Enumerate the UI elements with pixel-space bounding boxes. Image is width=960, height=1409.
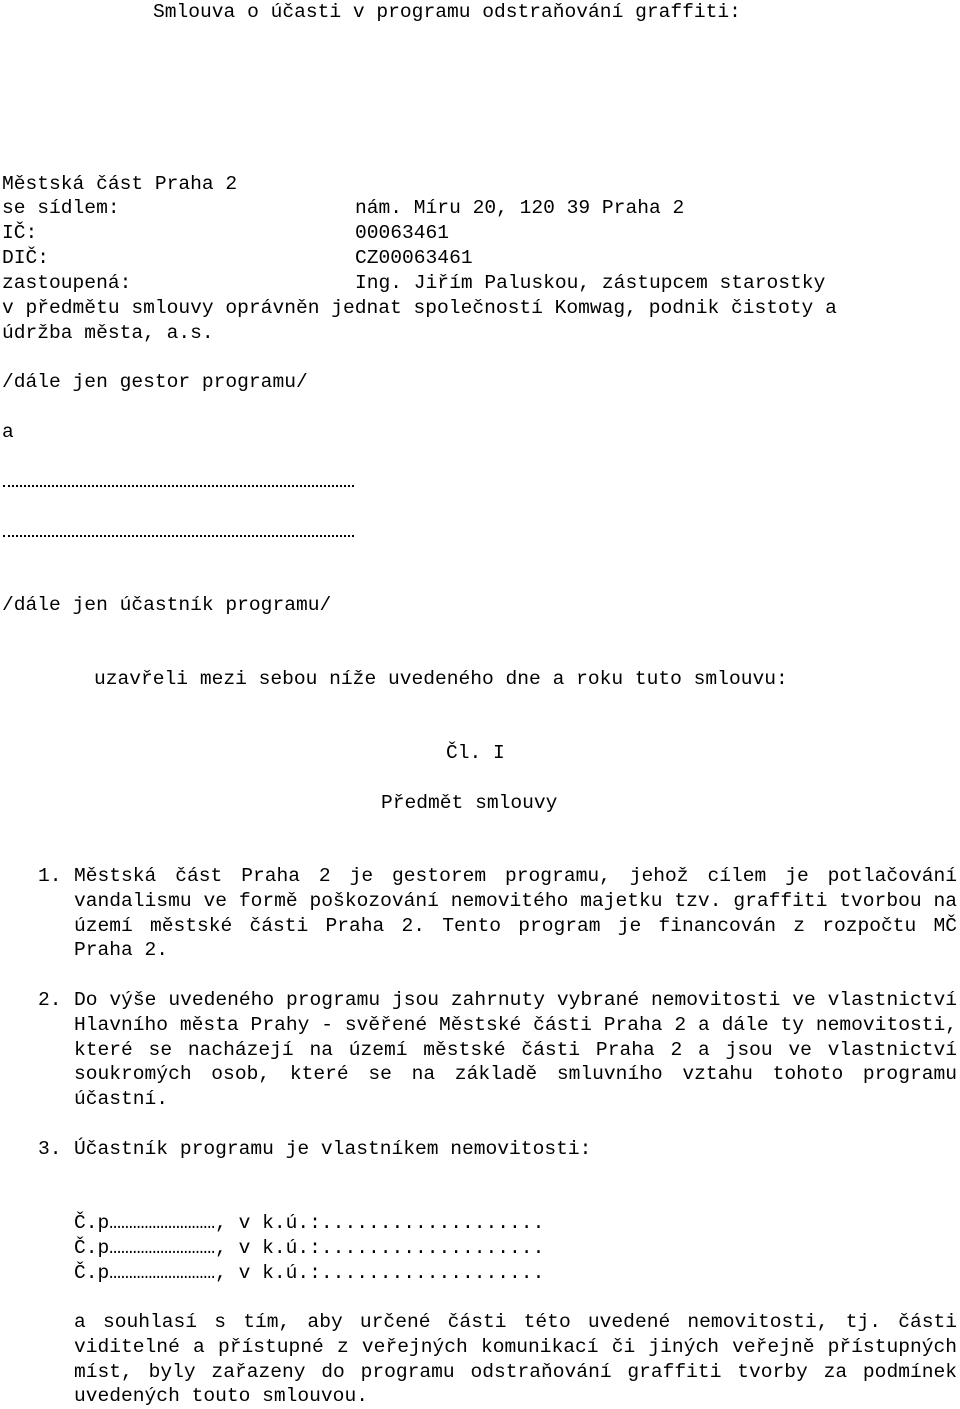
representative-label: zastoupená: <box>2 272 132 294</box>
party2-address-blank <box>3 535 354 537</box>
authorized-line-2: údržba města, a.s. <box>2 322 214 344</box>
article-heading: Předmět smlouvy <box>381 792 558 814</box>
representative-value: Ing. Jiřím Paluskou, zástupcem starostky <box>355 272 826 294</box>
property-line-3: Č.p………………………, v k.ú.:................... <box>74 1262 545 1284</box>
authorized-line-1: v předmětu smlouvy oprávněn jednat společností Komwag, podnik čistoty a <box>2 297 837 319</box>
clause-1-number: 1. <box>38 865 62 887</box>
property-line-2: Č.p………………………, v k.ú.:................... <box>74 1237 545 1259</box>
party2-name-blank <box>3 485 354 487</box>
clause-2-number: 2. <box>38 989 62 1011</box>
seat-value: nám. Míru 20, 120 39 Praha 2 <box>355 197 685 219</box>
article-number: Čl. I <box>446 742 505 764</box>
intro-line: uzavřeli mezi sebou níže uvedeného dne a roku tuto smlouvu: <box>94 668 788 690</box>
document-title: Smlouva o účasti v programu odstraňování graffiti: <box>153 1 741 23</box>
participant-role: /dále jen účastník programu/ <box>2 594 332 616</box>
consent-paragraph: a souhlasí s tím, aby určené části této uvedené nemovitosti, tj. části viditelné a přístupné z veřejných komunikací či jiných veřejně přístupných míst, byly zařazeny do programu odstraňování graffiti tvorby za podmínek uvedených touto smlouvou. <box>74 1311 957 1408</box>
conjunction: a <box>2 421 14 443</box>
clause-1-text: Městská část Praha 2 je gestorem programu, jehož cílem je potlačování vandalismu ve formě poškozování nemovitého majetku tzv. graffiti tvorbou na území městské části Praha 2. Tento program je financován z rozpočtu MČ Praha 2. <box>74 865 957 962</box>
dic-label: DIČ: <box>2 247 50 269</box>
seat-label: se sídlem: <box>2 197 120 219</box>
clause-3-text: Účastník programu je vlastníkem nemovitosti: <box>74 1138 592 1160</box>
clause-2-text: Do výše uvedeného programu jsou zahrnuty vybrané nemovitosti ve vlastnictví Hlavního města Prahy - svěřené Městské části Praha 2 a dále ty nemovitosti, které se nacházejí na území městské části Praha 2 a jsou ve vlastnictví soukromých osob, které se na základě smluvního vztahu tohoto programu účastní. <box>74 989 957 1111</box>
property-line-1: Č.p………………………, v k.ú.:................... <box>74 1212 545 1234</box>
dic-value: CZ00063461 <box>355 247 473 269</box>
party1-name: Městská část Praha 2 <box>2 173 238 195</box>
clause-3-number: 3. <box>38 1138 62 1160</box>
ic-value: 00063461 <box>355 222 450 244</box>
gestor-role: /dále jen gestor programu/ <box>2 371 308 393</box>
ic-label: IČ: <box>2 222 38 244</box>
